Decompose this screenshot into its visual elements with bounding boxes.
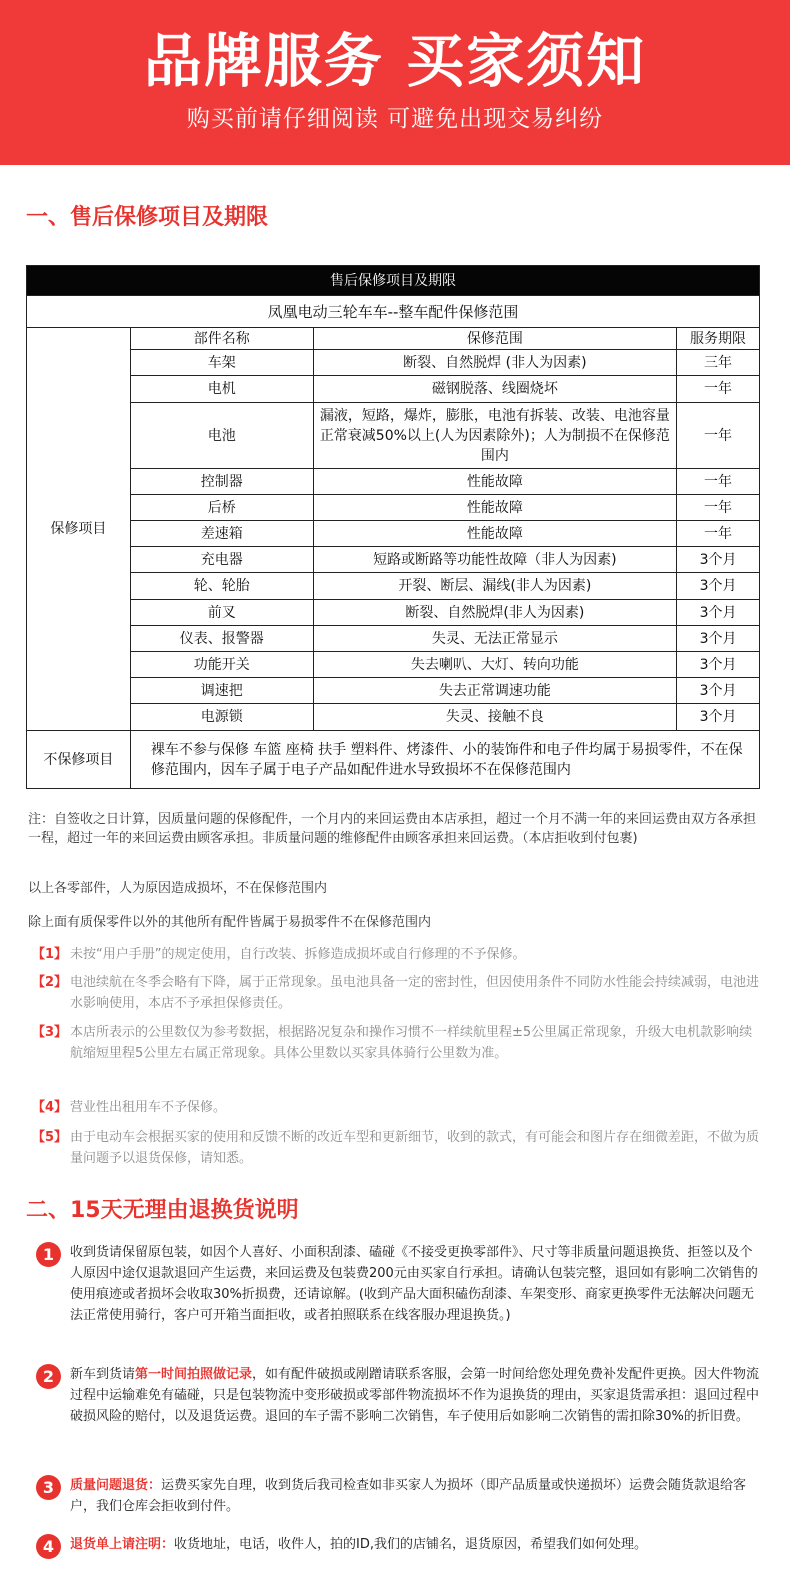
period-cell: 三年 (677, 350, 760, 376)
item-number: 【2】 (32, 975, 68, 990)
scope-cell: 失灵、无法正常显示 (313, 626, 676, 652)
number-circle-icon: 2 (36, 1364, 61, 1389)
return-item-body (70, 1475, 762, 1517)
period-cell: 一年 (677, 403, 760, 469)
item-number: 【3】 (32, 1025, 68, 1040)
table-row (27, 376, 760, 403)
section-title-returns: 二、15天无理由退换货说明 (26, 1198, 299, 1223)
part-cell: 轮、轮胎 (130, 573, 313, 600)
period-cell: 3个月 (677, 678, 760, 704)
page-subtitle: 购买前请仔细阅读 可避免出现交易纠纷 (186, 106, 604, 132)
return-item-text: 运费买家先自理，收到货后我司检查如非买家人为损坏（即产品质量或快递损坏）运费会随货款退给客户，我们仓库会拒收到付件。 (70, 1478, 747, 1514)
category-cell: 保修项目 (27, 328, 131, 731)
list-item (32, 1097, 762, 1118)
scope-cell: 失去正常调速功能 (313, 678, 676, 704)
list-item (32, 972, 762, 1014)
return-item (36, 1242, 762, 1326)
item-text: 本店所表示的公里数仅为参考数据，根据路况复杂和操作习惯不一样续航里程±5公里属正常现象，升级大电机款影响续航缩短里程5公里左右属正常现象。具体公里数以买家具体骑行公里数为准。 (70, 1025, 753, 1061)
section-title-warranty: 一、售后保修项目及期限 (26, 205, 269, 230)
part-cell: 电池 (130, 403, 313, 469)
warranty-table (26, 265, 760, 789)
return-item-prefix: 新车到货请 (70, 1367, 136, 1382)
scope-cell: 性能故障 (313, 469, 676, 495)
return-item-text: 收到货请保留原包装，如因个人喜好、小面积刮漆、磕碰《不接受更换零部件》、尺寸等非质量问题退换货、拒签以及个人原因中途仅退款退回产生运费，来回运费及包装费200元由买家自行承担。请确认包装完整，退回如有影响二次销售的使用痕迹或者损坏会收取30%折损费，还请谅解。(收到产品大面积磕伤刮漆、车架变形、商家更换零件无法解决问题无法正常使用骑行，客户可开箱当面拒收，或者拍照联系在线客服办理退换货。) (70, 1245, 758, 1323)
item-number: 【5】 (32, 1130, 68, 1145)
period-cell: 一年 (677, 469, 760, 495)
list-item (32, 944, 762, 965)
period-cell: 3个月 (677, 600, 760, 626)
table-row (27, 469, 760, 495)
excluded-label: 不保修项目 (27, 731, 131, 789)
return-item-highlight: 质量问题退货： (70, 1478, 162, 1493)
part-cell: 功能开关 (130, 652, 313, 678)
part-cell: 充电器 (130, 547, 313, 573)
excluded-text: 裸车不参与保修 车篮 座椅 扶手 塑料件、烤漆件、小的装饰件和电子件均属于易损零件，不在保修范围内，因车子属于电子产品如配件进水导致损坏不在保修范围内 (130, 731, 759, 789)
part-cell: 调速把 (130, 678, 313, 704)
item-number: 【4】 (32, 1100, 68, 1115)
number-circle-icon: 1 (36, 1242, 61, 1267)
return-item (36, 1364, 762, 1427)
item-text: 由于电动车会根据买家的使用和反馈不断的改近车型和更新细节，收到的款式，有可能会和图片存在细微差距，不做为质量问题予以退货保修，请知悉。 (70, 1130, 760, 1166)
number-circle-icon: 4 (36, 1534, 61, 1559)
item-text: 电池续航在冬季会略有下降，属于正常现象。虽电池具备一定的密封性，但因使用条件不同防水性能会持续减弱，电池进水影响使用，本店不予承担保修责任。 (70, 975, 760, 1011)
table-row (27, 495, 760, 521)
item-number: 【1】 (32, 947, 68, 962)
period-cell: 一年 (677, 495, 760, 521)
part-cell: 后桥 (130, 495, 313, 521)
number-circle-icon: 3 (36, 1475, 61, 1500)
table-row (27, 350, 760, 376)
table-row (27, 403, 760, 469)
part-cell: 差速箱 (130, 521, 313, 547)
period-cell: 一年 (677, 521, 760, 547)
col-header-scope: 保修范围 (313, 328, 676, 350)
part-cell: 电机 (130, 376, 313, 403)
part-cell: 仪表、报警器 (130, 626, 313, 652)
table-subhead: 凤凰电动三轮车车--整车配件保修范围 (27, 296, 760, 328)
scope-cell: 性能故障 (313, 495, 676, 521)
return-item-text: ，如有配件破损或剐蹭请联系客服，会第一时间给您处理免费补发配件更换。因大件物流过程中运输难免有磕碰，只是包装物流中变形破损或零部件物流损坏不作为退换货的理由，买家退货需承担：退回过程中破损风险的赔付，以及退货运费。退回的车子需不影响二次销售，车子使用后如影响二次销售的需扣除30%的折旧费。 (70, 1367, 760, 1424)
note-wear-parts: 除上面有质保零件以外的其他所有配件皆属于易损零件不在保修范围内 (28, 915, 432, 930)
table-head: 售后保修项目及期限 (27, 266, 760, 296)
return-item (36, 1475, 762, 1517)
period-cell: 3个月 (677, 626, 760, 652)
table-row (27, 652, 760, 678)
return-item-highlight: 第一时间拍照做记录 (135, 1367, 253, 1382)
scope-cell: 磁钢脱落、线圈烧坏 (313, 376, 676, 403)
note-shipping: 注：自签收之日计算，因质量问题的保修配件，一个月内的来回运费由本店承担，超过一个月不满一年的来回运费由双方各承担一程，超过一年的来回运费由顾客承担。非质量问题的维修配件由顾客承担来回运费。（本店拒收到付包裹) (28, 812, 757, 846)
part-cell: 控制器 (130, 469, 313, 495)
period-cell: 3个月 (677, 652, 760, 678)
table-row (27, 678, 760, 704)
table-row (27, 704, 760, 731)
scope-cell: 断裂、自然脱焊 (非人为因素) (313, 350, 676, 376)
page-title: 品牌服务 买家须知 (143, 27, 647, 95)
scope-cell: 开裂、断层、漏线(非人为因素) (313, 573, 676, 600)
return-item-text: 收货地址，电话，收件人，拍的ID,我们的店铺名，退货原因，希望我们如何处理。 (174, 1537, 647, 1552)
period-cell: 一年 (677, 376, 760, 403)
scope-cell: 性能故障 (313, 521, 676, 547)
part-cell: 前叉 (130, 600, 313, 626)
table-row (27, 626, 760, 652)
return-item-highlight: 退货单上请注明： (70, 1537, 175, 1552)
note-human-damage: 以上各零部件，人为原因造成损坏，不在保修范围内 (28, 881, 328, 896)
table-row (27, 547, 760, 573)
item-text: 未按“用户手册”的规定使用，自行改装、拆修造成损坏或自行修理的不予保修。 (70, 947, 526, 962)
scope-cell: 短路或断路等功能性故障（非人为因素) (313, 547, 676, 573)
table-row (27, 521, 760, 547)
period-cell: 3个月 (677, 704, 760, 731)
period-cell: 3个月 (677, 573, 760, 600)
col-header-period: 服务期限 (677, 328, 760, 350)
table-row (27, 600, 760, 626)
list-item (32, 1022, 762, 1064)
header-banner (0, 0, 790, 165)
return-item-body (70, 1534, 762, 1555)
list-item (32, 1127, 762, 1169)
return-item-body (70, 1364, 762, 1427)
scope-cell: 断裂、自然脱焊(非人为因素) (313, 600, 676, 626)
scope-cell: 漏液，短路，爆炸，膨胀，电池有拆装、改装、电池容量正常衰减50%以上(人为因素除外)；人为制损不在保修范围内 (313, 403, 676, 469)
part-cell: 车架 (130, 350, 313, 376)
table-row (27, 573, 760, 600)
scope-cell: 失去喇叭、大灯、转向功能 (313, 652, 676, 678)
return-item (36, 1534, 762, 1555)
col-header-part: 部件名称 (130, 328, 313, 350)
period-cell: 3个月 (677, 547, 760, 573)
item-text: 营业性出租用车不予保修。 (70, 1100, 227, 1115)
part-cell: 电源锁 (130, 704, 313, 731)
scope-cell: 失灵、接触不良 (313, 704, 676, 731)
